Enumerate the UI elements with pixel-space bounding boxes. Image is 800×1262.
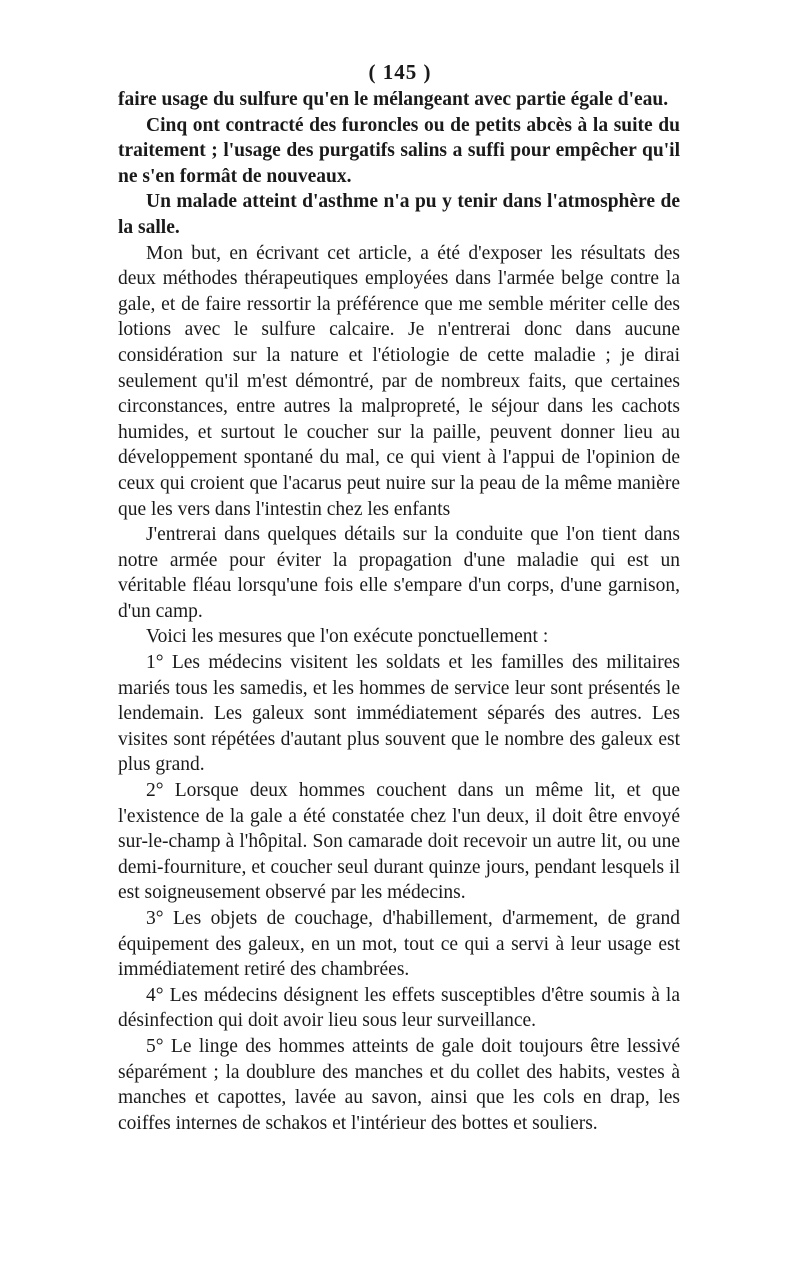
list-item-1: 1° Les médecins visitent les soldats et les familles des militaires mariés tous les samedis, et les hommes de service leur sont présentés le lendemain. Les galeux sont immédiatement séparés des autres. Les visites sont répétées d'autant plus souvent que le nombre des galeux est plus grand. xyxy=(118,652,680,776)
body-text xyxy=(118,87,680,1136)
paragraph-continuation: faire usage du sulfure qu'en le mélangeant avec partie égale d'eau. xyxy=(118,89,669,110)
paragraph-details: J'entrerai dans quelques détails sur la conduite que l'on tient dans notre armée pour éviter la propagation d'une maladie qui est un véritable fléau lorsqu'une fois elle s'empare d'un corps, d'une garnison, d'un camp. xyxy=(118,524,680,622)
paragraph-furoncles: Cinq ont contracté des furoncles ou de petits abcès à la suite du traitement ; l'usage des purgatifs salins a suffi pour empêcher qu'il ne s'en formât de nouveaux. xyxy=(118,114,680,187)
list-item-4: 4° Les médecins désignent les effets susceptibles d'être soumis à la désinfection qui doit avoir lieu sous leur surveillance. xyxy=(118,984,680,1032)
paragraph-mon-but: Mon but, en écrivant cet article, a été d'exposer les résultats des deux méthodes thérapeutiques employées dans l'armée belge contre la gale, et de faire ressortir la préférence que me semble mériter celle des lotions avec le sulfure calcaire. Je n'entrerai donc dans aucune considération sur la nature et l'étiologie de cette maladie ; je dirai seulement qu'il m'est démontré, par de nombreux faits, que certaines circonstances, entre autres la malpropreté, le séjour dans les cachots humides, et surtout le coucher sur la paille, peuvent donner lieu au développement spontané du mal, ce qui vient à l'appui de l'opinion de ceux qui croient que l'acarus peut nuire sur la peau de la même manière que les vers dans l'intestin chez les enfants xyxy=(118,242,680,520)
paragraph-mesures: Voici les mesures que l'on exécute ponctuellement : xyxy=(146,626,549,648)
list-item-2: 2° Lorsque deux hommes couchent dans un même lit, et que l'existence de la gale a été constatée chez l'un deux, il doit être envoyé sur-le-champ à l'hôpital. Son camarade doit recevoir un autre lit, ou une demi-fourniture, et coucher seul durant quinze jours, pendant lesquels il est soigneusement observé par les médecins. xyxy=(118,780,680,904)
list-item-5: 5° Le linge des hommes atteints de gale doit toujours être lessivé séparément ; la doublure des manches et du collet des habits, vestes à manches et capottes, lavée au savon, ainsi que les cols en drap, les coiffes internes de schakos et l'intérieur des bottes et souliers. xyxy=(118,1035,680,1134)
list-item-3: 3° Les objets de couchage, d'habillement, d'armement, de grand équipement des galeux, en un mot, tout ce qui a servi à leur usage est immédiatement retiré des chambrées. xyxy=(118,908,680,981)
paragraph-asthme: Un malade atteint d'asthme n'a pu y tenir dans l'atmosphère de la salle. xyxy=(118,191,680,238)
page-number: ( 145 ) xyxy=(368,60,432,84)
